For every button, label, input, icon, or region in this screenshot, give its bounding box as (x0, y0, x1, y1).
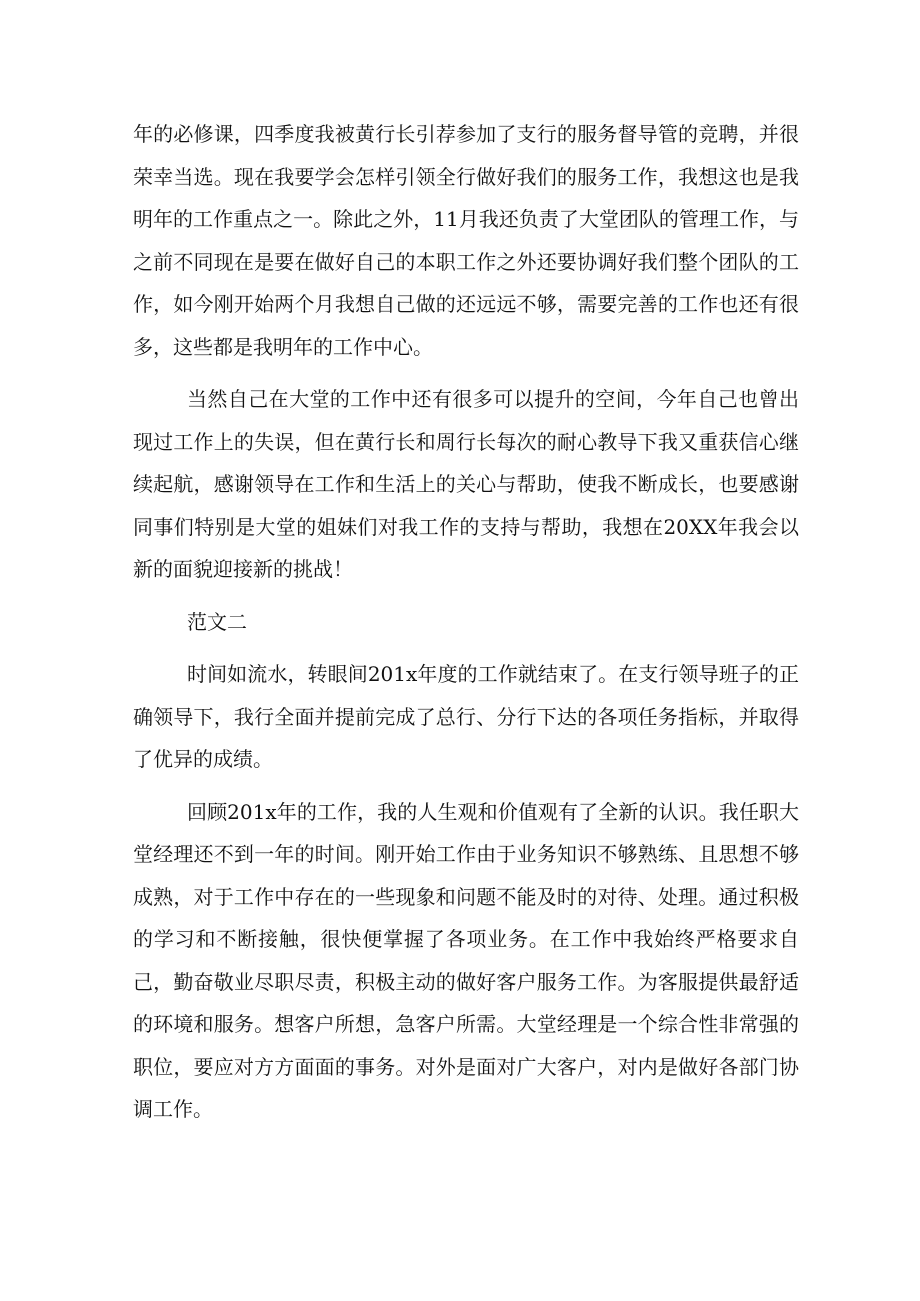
section-heading: 范文二 (187, 609, 247, 634)
paragraph-reflection: 当然自己在大堂的工作中还有很多可以提升的空间，今年自己也曾出现过工作上的失误，但在黄行长和周行长每次的耐心教导下我又重获信心继续起航，感谢领导在工作和生活上的关心与帮助，使我不断成长，也要感谢同事们特别是大堂的姐妹们对我工作的支持与帮助，我想在20XX年我会以新的面貌迎接新的挑战！ (133, 387, 799, 581)
paragraph-review: 回顾201x年的工作，我的人生观和价值观有了全新的认识。我任职大堂经理还不到一年的时间。刚开始工作由于业务知识不够熟练、且思想不够成熟，对于工作中存在的一些现象和问题不能及时的对待、处理。通过积极的学习和不断接触，很快便掌握了各项业务。在工作中我始终严格要求自己，勤奋敬业尽职尽责，积极主动的做好客户服务工作。为客服提供最舒适的环境和服务。想客户所想，急客户所需。大堂经理是一个综合性非常强的职位，要应对方方面面的事务。对外是面对广大客户，对内是做好各部门协调工作。 (133, 799, 799, 1121)
paragraph-continued: 年的必修课，四季度我被黄行长引荐参加了支行的服务督导管的竞聘，并很荣幸当选。现在我要学会怎样引领全行做好我们的服务工作，我想这也是我明年的工作重点之一。除此之外，11月我还负责了大堂团队的管理工作，与之前不同现在是要在做好自己的本职工作之外还要协调好我们整个团队的工作，如今刚开始两个月我想自己做的还远远不够，需要完善的工作也还有很多，这些都是我明年的工作中心。 (133, 122, 799, 359)
paragraph-intro: 时间如流水，转眼间201x年度的工作就结束了。在支行领导班子的正确领导下，我行全面并提前完成了总行、分行下达的各项任务指标，并取得了优异的成绩。 (133, 662, 799, 771)
document-body (133, 113, 799, 1141)
